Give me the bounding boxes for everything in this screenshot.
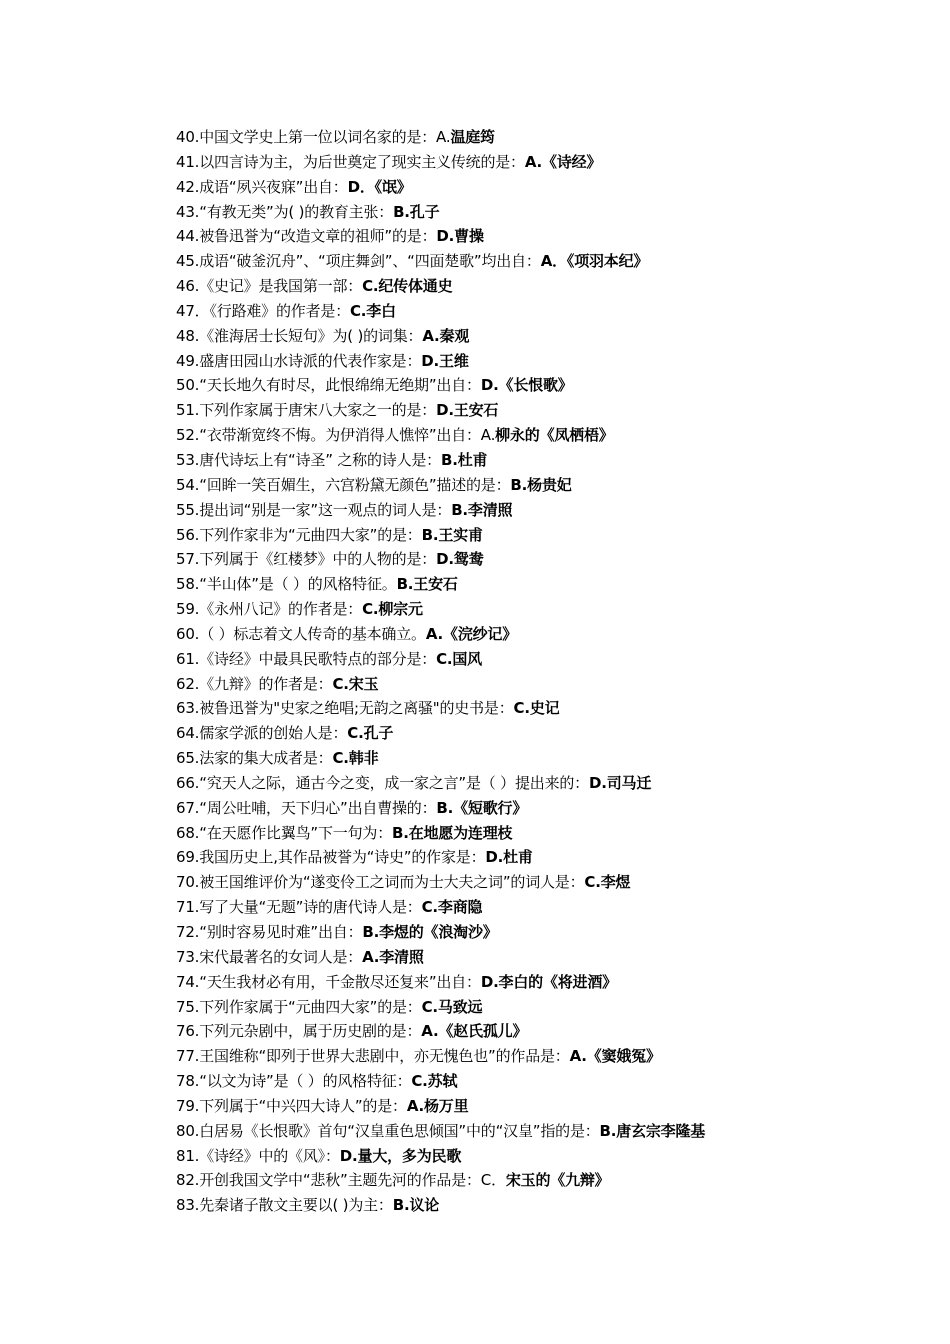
answer-text: D.量大，多为民歌 <box>339 1146 462 1165</box>
question-text: 64.儒家学派的创始人是： <box>176 724 348 743</box>
question-line <box>176 672 876 697</box>
question-text: 80.白居易《长恨歌》首句“汉皇重色思倾国”中的“汉皇”指的是： <box>176 1121 600 1140</box>
question-text: 83.先秦诸子散文主要以( )为主： <box>176 1196 393 1215</box>
question-line <box>176 448 876 473</box>
question-line <box>176 1094 876 1119</box>
question-text: 54.“回眸一笑百媚生，六宫粉黛无颜色”描述的是： <box>176 475 511 494</box>
question-text: 63.被鲁迅誉为"史家之绝唱;无韵之离骚"的史书是： <box>176 699 514 718</box>
question-text: 81.《诗经》中的《风》： <box>176 1146 340 1165</box>
question-text: 73.宋代最著名的女词人是： <box>176 947 363 966</box>
answer-text: A.《窦娥冤》 <box>569 1047 661 1066</box>
question-text: 45.成语“破釜沉舟”、“项庄舞剑”、“四面楚歌”均出自： <box>176 252 541 271</box>
question-text: 65.法家的集大成者是： <box>176 749 333 768</box>
question-line <box>176 1168 876 1193</box>
question-text: 44.被鲁迅誉为“改造文章的祖师”的是： <box>176 227 437 246</box>
question-line <box>176 1144 876 1169</box>
question-line <box>176 324 876 349</box>
question-text: 57.下列属于《红楼梦》中的人物的是： <box>176 550 437 569</box>
question-line <box>176 423 876 448</box>
answer-text: C.马致远 <box>421 997 483 1016</box>
question-line <box>176 647 876 672</box>
question-line <box>176 870 876 895</box>
answer-text: A.李清照 <box>362 947 424 966</box>
question-line <box>176 150 876 175</box>
answer-text: C.韩非 <box>332 749 379 768</box>
answer-text: C.孔子 <box>347 724 394 743</box>
answer-text: 宋玉的《九辩》 <box>505 1171 610 1190</box>
question-answer-list <box>176 125 876 1218</box>
question-text: 74.“天生我材必有用，千金散尽还复来”出自： <box>176 972 481 991</box>
answer-text: A.秦观 <box>422 326 470 345</box>
answer-text: A．《项羽本纪》 <box>540 252 649 271</box>
question-line <box>176 1069 876 1094</box>
question-text: 66.“究天人之际，通古今之变，成一家之言”是（ ）提出来的： <box>176 773 589 792</box>
question-text: 70.被王国维评价为“遂变伶工之词而为士大夫之词”的词人是： <box>176 873 585 892</box>
answer-text: D.杜甫 <box>485 848 533 867</box>
question-text: 75.下列作家属于“元曲四大家”的是： <box>176 997 422 1016</box>
question-line <box>176 473 876 498</box>
answer-text: 柳永的《凤栖梧》 <box>495 426 614 445</box>
answer-text: B.王安石 <box>396 575 458 594</box>
question-line <box>176 224 876 249</box>
question-text: 76.下列元杂剧中，属于历史剧的是： <box>176 1022 422 1041</box>
answer-text: A.《诗经》 <box>524 152 602 171</box>
question-text: 72.“别时容易见时难”出自： <box>176 923 363 941</box>
question-text: 40.中国文学史上第一位以词名家的是：A. <box>176 128 451 146</box>
question-line <box>176 920 876 945</box>
answer-text: B.《短歌行》 <box>436 798 528 817</box>
question-line <box>176 523 876 548</box>
question-line <box>176 1019 876 1044</box>
answer-text: D.司马迁 <box>588 773 652 792</box>
question-text: 46.《史记》是我国第一部： <box>176 277 363 296</box>
question-text: 69.我国历史上,其作品被誉为“诗史”的作家是： <box>176 848 486 867</box>
question-text: 59.《永州八记》的作者是： <box>176 600 363 619</box>
question-line <box>176 274 876 299</box>
question-text: 56.下列作家非为“元曲四大家”的是： <box>176 525 422 544</box>
answer-text: B.杨贵妃 <box>510 475 572 494</box>
answer-text: D.李白的《将进酒》 <box>480 972 617 991</box>
answer-text: C.苏轼 <box>411 1072 458 1091</box>
answer-text: B.议论 <box>392 1196 440 1215</box>
question-line <box>176 1193 876 1218</box>
question-line <box>176 821 876 846</box>
answer-text: 温庭筠 <box>450 128 495 146</box>
question-line <box>176 796 876 821</box>
answer-text: B.王实甫 <box>421 525 483 544</box>
question-line <box>176 945 876 970</box>
question-line <box>176 249 876 274</box>
question-text: 50.“天长地久有时尽，此恨绵绵无绝期”出自： <box>176 376 481 395</box>
answer-text: C.李白 <box>350 301 396 320</box>
question-line <box>176 622 876 647</box>
question-line <box>176 1119 876 1144</box>
answer-text: D．《氓》 <box>347 177 412 196</box>
question-text: 51.下列作家属于唐宋八大家之一的是： <box>176 401 437 420</box>
question-line <box>176 373 876 398</box>
question-line <box>176 498 876 523</box>
question-line <box>176 200 876 225</box>
question-line <box>176 175 876 200</box>
question-text: 53.唐代诗坛上有“诗圣” 之称的诗人是： <box>176 450 441 469</box>
question-text: 77.王国维称“即列于世界大悲剧中，亦无愧色也”的作品是： <box>176 1047 570 1066</box>
question-line <box>176 746 876 771</box>
answer-text: C.国风 <box>436 649 482 668</box>
question-text: 71.写了大量“无题”诗的唐代诗人是： <box>176 898 422 917</box>
question-line <box>176 398 876 423</box>
question-line <box>176 721 876 746</box>
question-text: 62.《九辩》的作者是： <box>176 674 333 693</box>
question-text: 52.“衣带渐宽终不悔。为伊消得人憔悴”出自：A. <box>176 426 496 445</box>
question-line <box>176 970 876 995</box>
answer-text: D.《长恨歌》 <box>480 376 573 395</box>
question-text: 47．《行路难》的作者是： <box>176 301 350 320</box>
question-text: 55.提出词“别是一家”这一观点的词人是： <box>176 500 452 519</box>
question-line <box>176 771 876 796</box>
question-text: 67.“周公吐哺，天下归心”出自曹操的： <box>176 798 437 817</box>
question-line <box>176 845 876 870</box>
question-line <box>176 995 876 1020</box>
answer-text: B.孔子 <box>393 202 440 221</box>
question-text: 60.（ ）标志着文人传奇的基本确立。 <box>176 624 426 643</box>
question-line <box>176 349 876 374</box>
answer-text: C.宋玉 <box>332 674 379 693</box>
question-line <box>176 597 876 622</box>
answer-text: B.李煜的《浪淘沙》 <box>362 923 498 941</box>
answer-text: A.《赵氏孤儿》 <box>421 1022 528 1041</box>
answer-text: C.李商隐 <box>421 898 483 917</box>
answer-text: C.史记 <box>513 699 560 718</box>
answer-text: D.鸳鸯 <box>436 550 484 569</box>
question-text: 49.盛唐田园山水诗派的代表作家是： <box>176 351 422 370</box>
question-text: 79.下列属于“中兴四大诗人”的是： <box>176 1096 407 1115</box>
question-text: 48.《淮海居士长短句》为( )的词集： <box>176 326 423 345</box>
question-text: 42.成语“夙兴夜寐”出自： <box>176 177 348 196</box>
answer-text: B.在地愿为连理枝 <box>392 823 513 842</box>
answer-text: C.纪传体通史 <box>362 277 453 296</box>
answer-text: B.李清照 <box>451 500 513 519</box>
answer-text: C.柳宗元 <box>362 600 423 619</box>
question-line <box>176 547 876 572</box>
answer-text: D.曹操 <box>436 227 484 246</box>
question-line <box>176 1044 876 1069</box>
answer-text: B.唐玄宗李隆基 <box>599 1121 706 1140</box>
question-line <box>176 696 876 721</box>
question-text: 68.“在天愿作比翼鸟”下一句为： <box>176 823 392 842</box>
answer-text: D.王安石 <box>436 401 499 420</box>
question-line <box>176 895 876 920</box>
question-text: 82.开创我国文学中“悲秋”主题先河的作品是：C． <box>176 1171 506 1190</box>
answer-text: A.《浣纱记》 <box>425 624 518 643</box>
question-text: 78.“以文为诗”是（ ）的风格特征： <box>176 1072 412 1091</box>
answer-text: D.王维 <box>421 351 469 370</box>
answer-text: B.杜甫 <box>440 450 488 469</box>
question-text: 43.“有教无类”为( )的教育主张： <box>176 202 394 221</box>
question-line <box>176 125 876 150</box>
question-line <box>176 299 876 324</box>
question-line <box>176 572 876 597</box>
question-text: 58.“半山体”是（ ）的风格特征。 <box>176 575 397 594</box>
question-text: 61.《诗经》中最具民歌特点的部分是： <box>176 649 437 668</box>
answer-text: A.杨万里 <box>406 1096 469 1115</box>
answer-text: C.李煜 <box>584 873 631 892</box>
question-text: 41.以四言诗为主，为后世奠定了现实主义传统的是： <box>176 152 525 171</box>
